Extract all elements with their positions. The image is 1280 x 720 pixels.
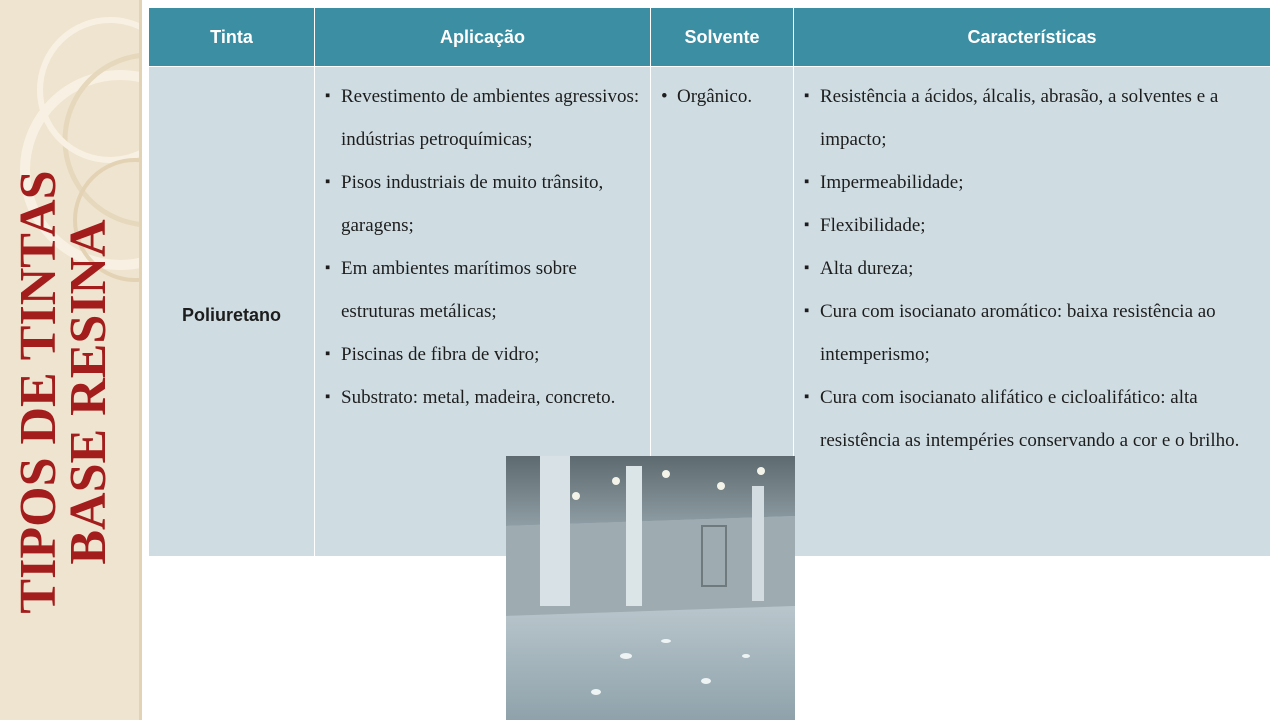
list-item: ▪ Resistência a ácidos, álcalis, abrasão, a solventes e a impacto; (802, 75, 1262, 161)
list-item: ▪ Alta dureza; (802, 247, 1262, 290)
decorative-sidebar (0, 0, 142, 720)
slide-title-line-2: BASE RESINA (60, 219, 117, 565)
table-header-row (149, 8, 1271, 67)
slide-title-line-1: TIPOS DE TINTAS (10, 170, 67, 614)
list-item: ▪ Flexibilidade; (802, 204, 1262, 247)
header-caracteristicas: Características (794, 8, 1271, 67)
cell-caracteristicas (794, 67, 1271, 557)
list-item: ▪ Cura com isocianato aromático: baixa resistência ao intemperismo; (802, 290, 1262, 376)
header-aplicacao: Aplicação (315, 8, 651, 67)
warehouse-floor-image (506, 456, 795, 720)
floor-photo (506, 456, 795, 720)
list-item: ▪ Cura com isocianato alifático e cicloalifático: alta resistência as intempéries conservando a cor e o brilho. (802, 376, 1262, 462)
list-item: ▪ Piscinas de fibra de vidro; (323, 333, 642, 376)
header-solvente: Solvente (651, 8, 794, 67)
list-item: ▪ Pisos industriais de muito trânsito, garagens; (323, 161, 642, 247)
list-item: ▪ Revestimento de ambientes agressivos: indústrias petroquímicas; (323, 75, 642, 161)
list-item: • Orgânico. (659, 75, 785, 118)
slide-title (10, 42, 126, 720)
list-item: ▪ Em ambientes marítimos sobre estruturas metálicas; (323, 247, 642, 333)
cell-tinta: Poliuretano (149, 67, 315, 557)
list-item: ▪ Impermeabilidade; (802, 161, 1262, 204)
list-item: ▪ Substrato: metal, madeira, concreto. (323, 376, 642, 419)
header-tinta: Tinta (149, 8, 315, 67)
